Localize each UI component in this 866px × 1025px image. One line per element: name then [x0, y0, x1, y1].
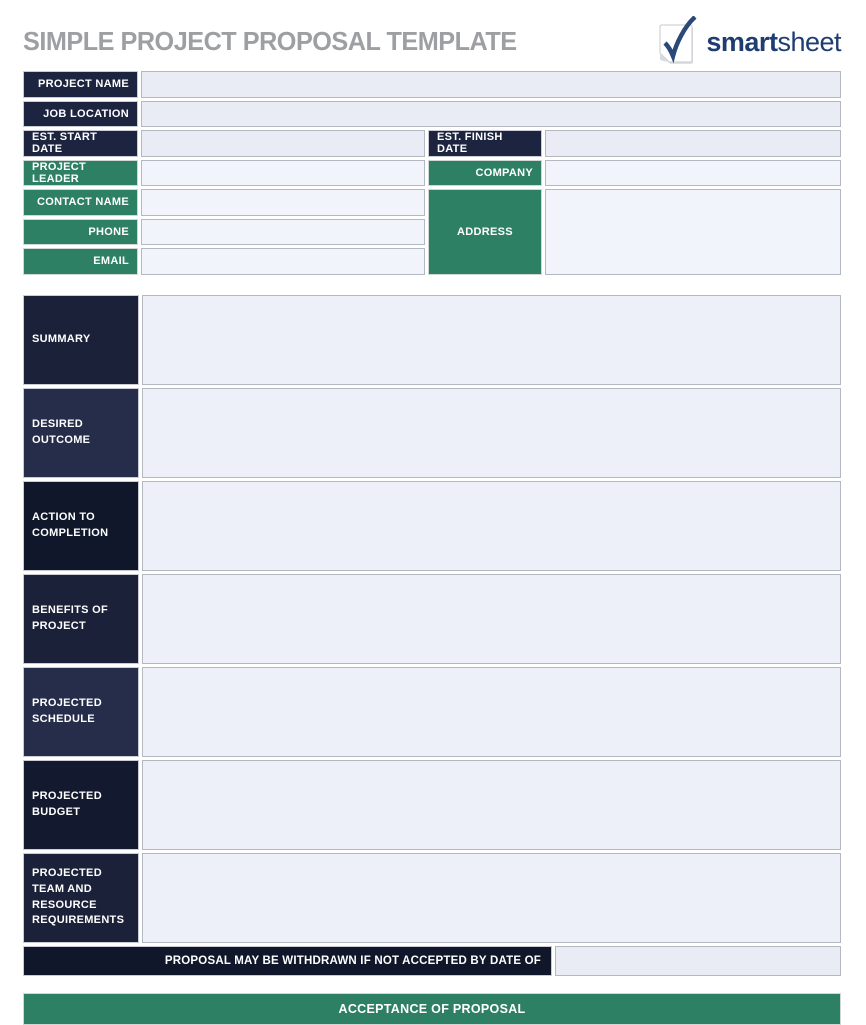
label-withdrawal-notice: PROPOSAL MAY BE WITHDRAWN IF NOT ACCEPTED BY DATE OF	[23, 946, 552, 976]
field-email[interactable]	[141, 248, 425, 275]
field-address[interactable]	[545, 189, 841, 275]
field-projected-schedule[interactable]	[142, 667, 841, 757]
label-benefits-of-project: BENEFITS OF PROJECT	[23, 574, 139, 664]
field-desired-outcome[interactable]	[142, 388, 841, 478]
label-desired-outcome: DESIRED OUTCOME	[23, 388, 139, 478]
label-address: ADDRESS	[428, 189, 542, 275]
label-job-location: JOB LOCATION	[23, 101, 138, 128]
label-action-to-completion: ACTION TO COMPLETION	[23, 481, 139, 571]
field-summary[interactable]	[142, 295, 841, 385]
field-project-name[interactable]	[141, 71, 841, 98]
logo-text-sheet: sheet	[777, 26, 841, 57]
label-est-finish-date: EST. FINISH DATE	[428, 130, 542, 157]
label-projected-schedule: PROJECTED SCHEDULE	[23, 667, 139, 757]
smartsheet-check-paper-icon	[654, 16, 700, 68]
label-project-leader: PROJECT LEADER	[23, 160, 138, 187]
logo-text-smart: smart	[706, 26, 778, 57]
field-phone[interactable]	[141, 219, 425, 246]
page-title: SIMPLE PROJECT PROPOSAL TEMPLATE	[23, 26, 517, 56]
field-contact-name[interactable]	[141, 189, 425, 216]
field-projected-team-resources[interactable]	[142, 853, 841, 943]
label-phone: PHONE	[23, 219, 138, 246]
header	[23, 0, 841, 71]
field-benefits-of-project[interactable]	[142, 574, 841, 664]
field-projected-budget[interactable]	[142, 760, 841, 850]
label-projected-budget: PROJECTED BUDGET	[23, 760, 139, 850]
field-est-start-date[interactable]	[141, 130, 425, 157]
withdrawal-row	[23, 946, 841, 976]
proposal-sections-table	[23, 295, 841, 943]
label-summary: SUMMARY	[23, 295, 139, 385]
smartsheet-logo	[654, 16, 841, 68]
label-company: COMPANY	[428, 160, 542, 187]
label-contact-name: CONTACT NAME	[23, 189, 138, 216]
label-email: EMAIL	[23, 248, 138, 275]
field-est-finish-date[interactable]	[545, 130, 841, 157]
label-est-start-date: EST. START DATE	[23, 130, 138, 157]
label-project-name: PROJECT NAME	[23, 71, 138, 98]
field-action-to-completion[interactable]	[142, 481, 841, 571]
field-job-location[interactable]	[141, 101, 841, 128]
label-projected-team-resources: PROJECTED TEAM AND RESOURCE REQUIREMENTS	[23, 853, 139, 943]
field-withdrawal-date[interactable]	[555, 946, 841, 976]
acceptance-of-proposal-header: ACCEPTANCE OF PROPOSAL	[23, 993, 841, 1025]
smartsheet-wordmark	[706, 27, 841, 58]
field-project-leader[interactable]	[141, 160, 425, 187]
project-info-table	[23, 71, 841, 275]
field-company[interactable]	[545, 160, 841, 187]
